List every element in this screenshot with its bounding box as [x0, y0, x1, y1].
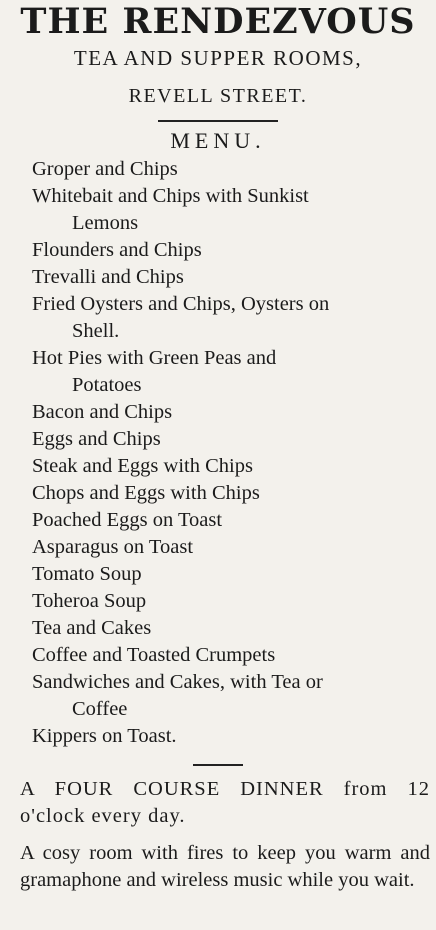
menu-item — [30, 156, 430, 183]
menu-item-text: Steak and Eggs with Chips — [32, 455, 253, 477]
menu-item-continuation: Potatoes — [72, 374, 142, 396]
menu-item-text: Tomato Soup — [32, 563, 142, 585]
menu-item-text: Bacon and Chips — [32, 401, 173, 423]
menu-item-text: Chops and Eggs with Chips — [32, 482, 260, 504]
menu-item — [30, 264, 430, 291]
menu-item-text: Hot Pies with Green Peas and — [32, 347, 277, 369]
menu-item-continuation: Lemons — [72, 212, 139, 234]
menu-item-text: Poached Eggs on Toast — [32, 509, 223, 531]
menu-item — [30, 399, 430, 426]
menu-item — [30, 588, 430, 615]
menu-item — [30, 426, 430, 453]
menu-item — [30, 534, 430, 561]
menu-list — [6, 156, 430, 750]
menu-item — [30, 453, 430, 480]
menu-item-text: Eggs and Chips — [32, 428, 161, 450]
cosy-room-notice: A cosy room with fires to keep you warm and gramaphone and wireless music while you wait. — [20, 842, 430, 891]
menu-item — [30, 237, 430, 264]
menu-item — [30, 723, 430, 750]
menu-item-text: Fried Oysters and Chips, Oysters on — [32, 293, 330, 315]
menu-item — [30, 480, 430, 507]
dinner-notice: A FOUR COURSE DINNER from 12 o'clock every day. — [20, 778, 430, 827]
menu-item — [30, 345, 430, 399]
menu-item-text: Whitebait and Chips with Sunkist — [32, 185, 309, 207]
menu-item — [30, 615, 430, 642]
menu-heading: MENU. — [170, 128, 266, 153]
menu-item-text: Groper and Chips — [32, 158, 178, 180]
menu-item-continuation: Coffee — [72, 698, 128, 720]
menu-item-text: Trevalli and Chips — [32, 266, 184, 288]
page-title: THE RENDEZVOUS — [20, 1, 416, 42]
menu-item-text: Flounders and Chips — [32, 239, 202, 261]
menu-item — [30, 669, 430, 723]
divider-rule-short — [193, 764, 243, 766]
menu-item — [30, 642, 430, 669]
menu-item-text: Asparagus on Toast — [32, 536, 194, 558]
menu-item — [30, 561, 430, 588]
subtitle: TEA AND SUPPER ROOMS, — [73, 46, 363, 70]
menu-item — [30, 507, 430, 534]
menu-item-text: Tea and Cakes — [32, 617, 152, 639]
menu-item-text: Sandwiches and Cakes, with Tea or — [32, 671, 323, 693]
menu-item — [30, 183, 430, 237]
menu-item-text: Toheroa Soup — [32, 590, 147, 612]
menu-item-text: Kippers on Toast. — [32, 725, 177, 747]
menu-item — [30, 291, 430, 345]
street-address: REVELL STREET. — [128, 85, 308, 107]
menu-item-continuation: Shell. — [72, 320, 120, 342]
menu-item-text: Coffee and Toasted Crumpets — [32, 644, 276, 666]
divider-rule — [158, 120, 278, 122]
